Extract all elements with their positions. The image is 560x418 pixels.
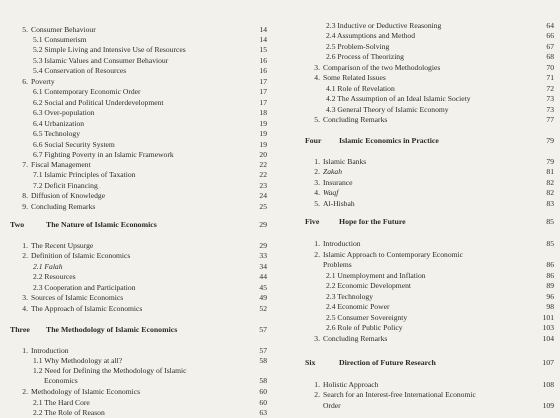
entry-title: Al-Hisbah bbox=[323, 199, 355, 208]
toc-entry bbox=[0, 271, 285, 282]
entry-title: 2.4 Assumptions and Method bbox=[326, 31, 416, 40]
entry-page-number: 81 bbox=[546, 167, 554, 176]
entry-page-number: 77 bbox=[546, 115, 554, 124]
toc-entry bbox=[285, 400, 560, 411]
entry-number: Two bbox=[10, 220, 25, 229]
entry-page-number: 86 bbox=[546, 271, 554, 280]
toc-entry bbox=[285, 51, 560, 62]
toc-entry bbox=[0, 65, 285, 76]
entry-page-number: 63 bbox=[259, 408, 267, 417]
toc-entry bbox=[0, 201, 285, 212]
entry-title: Direction of Future Research bbox=[339, 358, 436, 367]
entry-title: Comparison of the two Methodologies bbox=[323, 63, 441, 72]
entry-number: Three bbox=[10, 325, 30, 334]
toc-entry bbox=[285, 166, 560, 177]
entry-page-number: 33 bbox=[259, 251, 267, 260]
entry-page-number: 44 bbox=[259, 272, 267, 281]
entry-number: 3. bbox=[22, 293, 28, 302]
entry-title: Introduction bbox=[323, 239, 361, 248]
entry-title: Search for an Interest-free International Economic bbox=[323, 390, 476, 399]
entry-title: Poverty bbox=[31, 77, 55, 86]
entry-title: 6.4 Urbanization bbox=[33, 119, 85, 128]
entry-page-number: 82 bbox=[546, 178, 554, 187]
entry-title: Some Related Issues bbox=[323, 73, 386, 82]
entry-page-number: 98 bbox=[546, 302, 554, 311]
chapter-heading bbox=[0, 324, 285, 335]
toc-entry bbox=[285, 30, 560, 41]
entry-page-number: 71 bbox=[546, 73, 554, 82]
toc-entry bbox=[285, 280, 560, 291]
entry-title: 4.2 The Assumption of an Ideal Islamic Society bbox=[326, 94, 471, 103]
toc-entry bbox=[0, 386, 285, 397]
entry-title: Hope for the Future bbox=[339, 217, 406, 226]
entry-page-number: 83 bbox=[546, 199, 554, 208]
entry-number: 1. bbox=[22, 346, 28, 355]
entry-page-number: 16 bbox=[259, 56, 267, 65]
toc-entry bbox=[285, 301, 560, 312]
entry-title: 2.1 Unemployment and Inflation bbox=[326, 271, 426, 280]
entry-page-number: 89 bbox=[546, 281, 554, 290]
entry-page-number: 58 bbox=[259, 376, 267, 385]
entry-title: 6.1 Contemporary Economic Order bbox=[33, 87, 141, 96]
entry-number: 6. bbox=[22, 77, 28, 86]
entry-number: Four bbox=[305, 136, 322, 145]
entry-page-number: 73 bbox=[546, 105, 554, 114]
toc-entry bbox=[0, 250, 285, 261]
entry-title: Order bbox=[323, 401, 341, 410]
entry-page-number: 14 bbox=[259, 25, 267, 34]
entry-number: 1. bbox=[22, 241, 28, 250]
entry-page-number: 25 bbox=[259, 202, 267, 211]
entry-page-number: 67 bbox=[546, 42, 554, 51]
entry-page-number: 23 bbox=[259, 181, 267, 190]
entry-title: 5.2 Simple Living and Intensive Use of Resources bbox=[33, 45, 186, 54]
entry-title: 2.1 Falah bbox=[33, 262, 63, 271]
entry-number: 2. bbox=[314, 250, 320, 259]
entry-number: 2. bbox=[22, 251, 28, 260]
entry-title: Definition of Islamic Economics bbox=[31, 251, 131, 260]
entry-number: 5. bbox=[314, 115, 320, 124]
entry-page-number: 73 bbox=[546, 94, 554, 103]
entry-title: 2.6 Process of Theorizing bbox=[326, 52, 404, 61]
entry-title: 2.5 Consumer Sovereignty bbox=[326, 313, 408, 322]
toc-entry bbox=[0, 375, 285, 386]
entry-page-number: 18 bbox=[259, 108, 267, 117]
entry-number: 1. bbox=[314, 380, 320, 389]
toc-entry bbox=[0, 86, 285, 97]
entry-page-number: 22 bbox=[259, 160, 267, 169]
entry-page-number: 19 bbox=[259, 140, 267, 149]
entry-title: Concluding Remarks bbox=[323, 115, 388, 124]
entry-number: 3. bbox=[314, 178, 320, 187]
entry-number: 2. bbox=[314, 167, 320, 176]
toc-entry bbox=[285, 238, 560, 249]
entry-title: Islamic Approach to Contemporary Economic bbox=[323, 250, 464, 259]
entry-number: Five bbox=[305, 217, 320, 226]
entry-number: 4. bbox=[22, 304, 28, 313]
entry-page-number: 86 bbox=[546, 260, 554, 269]
entry-number: Six bbox=[305, 358, 316, 367]
entry-title: 4.3 General Theory of Islamic Economy bbox=[326, 105, 449, 114]
entry-number: 5. bbox=[22, 25, 28, 34]
toc-entry bbox=[285, 333, 560, 344]
toc-entry bbox=[0, 169, 285, 180]
entry-page-number: 58 bbox=[259, 356, 267, 365]
entry-title: Zakah bbox=[323, 167, 342, 176]
entry-page-number: 14 bbox=[259, 35, 267, 44]
entry-title: The Nature of Islamic Economics bbox=[46, 220, 157, 229]
toc-entry bbox=[0, 107, 285, 118]
entry-number: 7. bbox=[22, 160, 28, 169]
entry-title: Holistic Approach bbox=[323, 380, 379, 389]
toc-entry bbox=[285, 198, 560, 209]
entry-page-number: 17 bbox=[259, 87, 267, 96]
entry-title: Islamic Banks bbox=[323, 157, 367, 166]
entry-title: Waqf bbox=[323, 188, 339, 197]
toc-entry bbox=[0, 407, 285, 418]
entry-title: 2.6 Role of Public Policy bbox=[326, 323, 403, 332]
entry-number: 5. bbox=[314, 199, 320, 208]
entry-page-number: 104 bbox=[542, 334, 554, 343]
entry-number: 4. bbox=[314, 73, 320, 82]
entry-page-number: 29 bbox=[259, 220, 267, 229]
entry-title: Methodology of Islamic Economics bbox=[31, 387, 141, 396]
entry-page-number: 19 bbox=[259, 129, 267, 138]
entry-title: Concluding Remarks bbox=[323, 334, 388, 343]
entry-number: 3. bbox=[314, 334, 320, 343]
entry-title: 2.4 Economic Power bbox=[326, 302, 390, 311]
entry-page-number: 19 bbox=[259, 119, 267, 128]
entry-title: 4.1 Role of Revelation bbox=[326, 84, 395, 93]
entry-page-number: 49 bbox=[259, 293, 267, 302]
entry-page-number: 85 bbox=[546, 239, 554, 248]
entry-title: 7.2 Deficit Financing bbox=[33, 181, 98, 190]
entry-page-number: 15 bbox=[259, 45, 267, 54]
entry-number: 3. bbox=[314, 63, 320, 72]
entry-page-number: 57 bbox=[259, 325, 267, 334]
entry-title: Sources of Islamic Economics bbox=[31, 293, 124, 302]
entry-page-number: 29 bbox=[259, 241, 267, 250]
entry-title: 6.2 Social and Political Underdevelopment bbox=[33, 98, 164, 107]
entry-title: 7.1 Islamic Principles of Taxation bbox=[33, 170, 136, 179]
entry-number: 2. bbox=[314, 390, 320, 399]
entry-page-number: 107 bbox=[542, 358, 554, 367]
toc-entry bbox=[0, 303, 285, 314]
entry-page-number: 70 bbox=[546, 63, 554, 72]
entry-page-number: 17 bbox=[259, 98, 267, 107]
entry-title: Introduction bbox=[31, 346, 69, 355]
entry-page-number: 57 bbox=[259, 346, 267, 355]
toc-entry bbox=[285, 93, 560, 104]
entry-title: 6.3 Over-population bbox=[33, 108, 95, 117]
entry-title: Islamic Economics in Practice bbox=[339, 136, 439, 145]
entry-page-number: 72 bbox=[546, 84, 554, 93]
entry-title: 2.3 Cooperation and Participation bbox=[33, 283, 136, 292]
toc-entry bbox=[285, 114, 560, 125]
entry-title: Consumer Behaviour bbox=[31, 25, 96, 34]
entry-title: Diffusion of Knowledge bbox=[31, 191, 106, 200]
toc-entry bbox=[285, 259, 560, 270]
entry-title: 2.3 Inductive or Deductive Reasoning bbox=[326, 21, 442, 30]
entry-title: 1.1 Why Methodology at all? bbox=[33, 356, 123, 365]
entry-title: The Approach of Islamic Economics bbox=[31, 304, 143, 313]
entry-title: Insurance bbox=[323, 178, 353, 187]
entry-number: 9. bbox=[22, 202, 28, 211]
entry-page-number: 82 bbox=[546, 188, 554, 197]
entry-page-number: 66 bbox=[546, 31, 554, 40]
entry-page-number: 64 bbox=[546, 21, 554, 30]
entry-page-number: 52 bbox=[259, 304, 267, 313]
entry-title: Fiscal Management bbox=[31, 160, 91, 169]
entry-title: 6.5 Technology bbox=[33, 129, 80, 138]
entry-title: Concluding Remarks bbox=[31, 202, 96, 211]
chapter-heading bbox=[285, 357, 560, 368]
entry-page-number: 60 bbox=[259, 387, 267, 396]
entry-title: 2.5 Problem-Solving bbox=[326, 42, 390, 51]
chapter-heading bbox=[285, 135, 560, 146]
toc-entry bbox=[0, 128, 285, 139]
entry-page-number: 17 bbox=[259, 77, 267, 86]
entry-title: 5.4 Conservation of Resources bbox=[33, 66, 127, 75]
entry-title: 2.3 Technology bbox=[326, 292, 373, 301]
entry-title: 5.3 Islamic Values and Consumer Behaviour bbox=[33, 56, 169, 65]
entry-title: 2.2 Resources bbox=[33, 272, 76, 281]
entry-title: 2.2 Economic Development bbox=[326, 281, 411, 290]
entry-title: 6.6 Social Security System bbox=[33, 140, 115, 149]
entry-page-number: 85 bbox=[546, 217, 554, 226]
entry-page-number: 60 bbox=[259, 398, 267, 407]
entry-title: 6.7 Fighting Poverty in an Islamic Framework bbox=[33, 150, 174, 159]
entry-page-number: 20 bbox=[259, 150, 267, 159]
entry-page-number: 103 bbox=[542, 323, 554, 332]
entry-page-number: 79 bbox=[546, 157, 554, 166]
entry-page-number: 16 bbox=[259, 66, 267, 75]
entry-page-number: 96 bbox=[546, 292, 554, 301]
toc-entry bbox=[285, 187, 560, 198]
entry-title: 2.2 The Role of Reason bbox=[33, 408, 105, 417]
entry-page-number: 108 bbox=[542, 380, 554, 389]
chapter-heading bbox=[285, 216, 560, 227]
entry-title: 5.1 Consumerism bbox=[33, 35, 87, 44]
entry-page-number: 45 bbox=[259, 283, 267, 292]
entry-title: 1.2 Need for Defining the Methodology of Islamic bbox=[33, 366, 187, 375]
entry-title: 2.1 The Hard Core bbox=[33, 398, 90, 407]
toc-entry bbox=[0, 190, 285, 201]
toc-entry bbox=[285, 389, 560, 400]
entry-page-number: 22 bbox=[259, 170, 267, 179]
entry-number: 1. bbox=[314, 239, 320, 248]
entry-number: 1. bbox=[314, 157, 320, 166]
chapter-heading bbox=[0, 219, 285, 230]
entry-page-number: 109 bbox=[542, 401, 554, 410]
toc-entry bbox=[0, 292, 285, 303]
entry-number: 4. bbox=[314, 188, 320, 197]
entry-title: Economics bbox=[44, 376, 78, 385]
toc-entry bbox=[0, 44, 285, 55]
entry-page-number: 34 bbox=[259, 262, 267, 271]
entry-page-number: 79 bbox=[546, 136, 554, 145]
entry-page-number: 68 bbox=[546, 52, 554, 61]
entry-title: The Recent Upsurge bbox=[31, 241, 94, 250]
toc-entry bbox=[285, 72, 560, 83]
toc-entry bbox=[285, 322, 560, 333]
entry-page-number: 24 bbox=[259, 191, 267, 200]
entry-title: Problems bbox=[323, 260, 352, 269]
entry-number: 8. bbox=[22, 191, 28, 200]
entry-title: The Methodology of Islamic Economics bbox=[46, 325, 178, 334]
entry-number: 2. bbox=[22, 387, 28, 396]
entry-page-number: 101 bbox=[542, 313, 554, 322]
